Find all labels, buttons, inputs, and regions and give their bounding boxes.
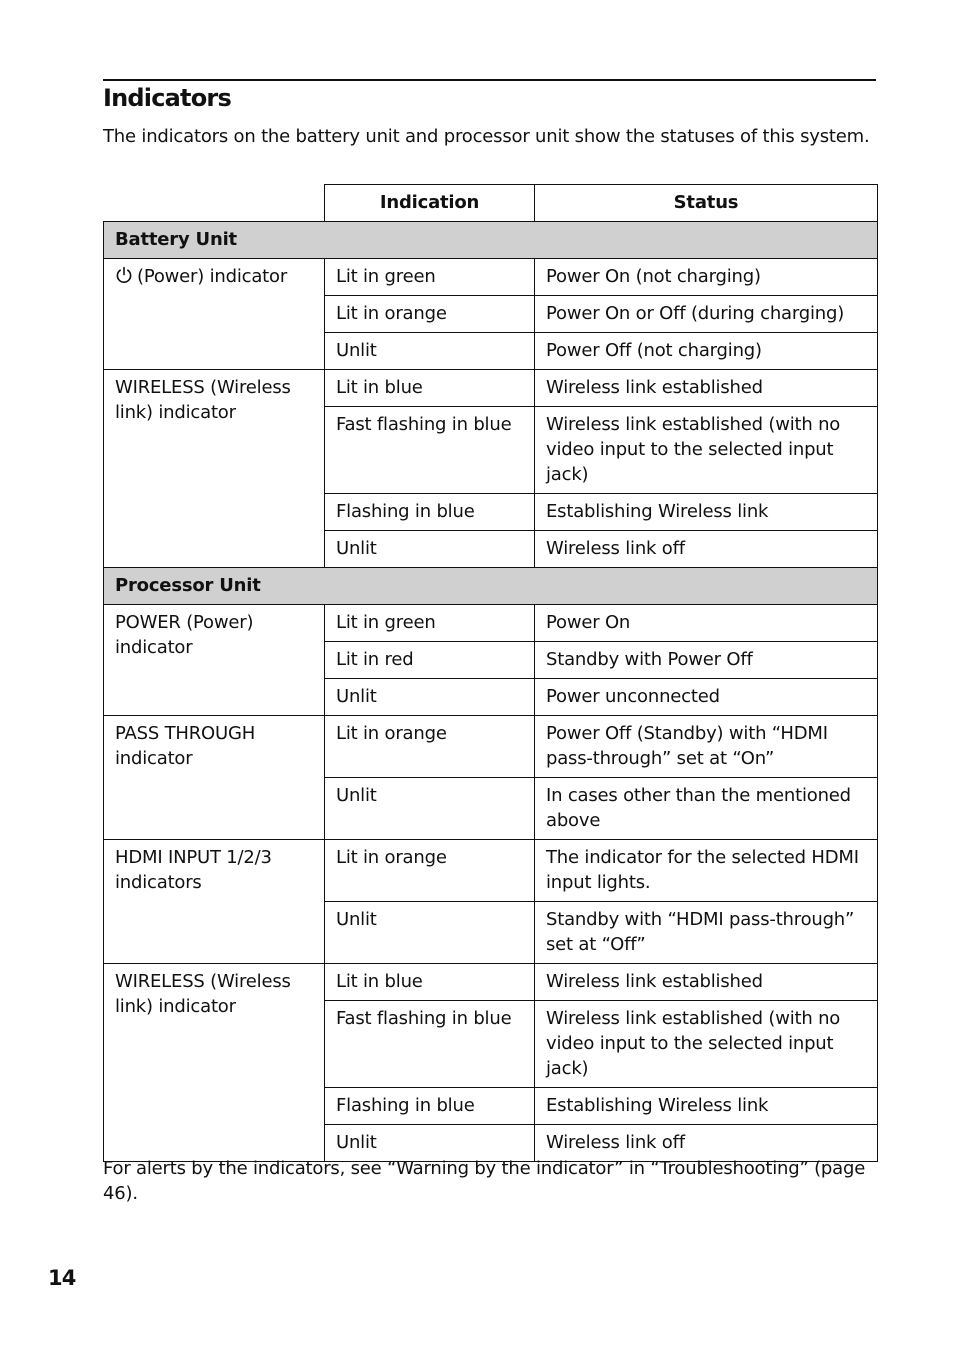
indicator-label-text: (Power) indicator <box>137 266 288 287</box>
table-row <box>104 605 878 642</box>
indicator-label-processor-wireless: WIRELESS (Wireless link) indicator <box>104 964 325 1162</box>
section-row-battery-unit <box>104 222 878 259</box>
status-cell: Establishing Wireless link <box>535 1088 878 1125</box>
status-cell: Wireless link established (with no video input to the selected input jack) <box>535 407 878 494</box>
indication-cell: Unlit <box>325 1125 535 1162</box>
status-cell: Wireless link off <box>535 1125 878 1162</box>
indication-cell: Fast flashing in blue <box>325 1001 535 1088</box>
status-cell: The indicator for the selected HDMI input lights. <box>535 840 878 902</box>
header-indication: Indication <box>325 185 535 222</box>
page-title: Indicators <box>103 84 231 112</box>
status-cell: Power Off (Standby) with “HDMI pass-through” set at “On” <box>535 716 878 778</box>
table-row <box>104 370 878 407</box>
indicator-label-battery-power <box>104 259 325 370</box>
indication-cell: Lit in orange <box>325 716 535 778</box>
indication-cell: Lit in orange <box>325 296 535 333</box>
indication-cell: Unlit <box>325 902 535 964</box>
indication-cell: Lit in blue <box>325 964 535 1001</box>
indication-cell: Lit in blue <box>325 370 535 407</box>
table-header-row <box>104 185 878 222</box>
indicators-table <box>103 184 878 1162</box>
indication-cell: Lit in orange <box>325 840 535 902</box>
indication-cell: Flashing in blue <box>325 494 535 531</box>
indication-cell: Lit in green <box>325 605 535 642</box>
intro-paragraph: The indicators on the battery unit and processor unit show the statuses of this system. <box>103 126 870 147</box>
indication-cell: Unlit <box>325 531 535 568</box>
indication-cell: Flashing in blue <box>325 1088 535 1125</box>
status-cell: Power On <box>535 605 878 642</box>
header-status: Status <box>535 185 878 222</box>
table-row <box>104 716 878 778</box>
section-label-battery-unit: Battery Unit <box>104 222 878 259</box>
indicator-label-hdmi-input: HDMI INPUT 1/2/3 indicators <box>104 840 325 964</box>
table-row <box>104 964 878 1001</box>
status-cell: Power unconnected <box>535 679 878 716</box>
status-cell: Power Off (not charging) <box>535 333 878 370</box>
table-row <box>104 259 878 296</box>
status-cell: Standby with “HDMI pass-through” set at “Off” <box>535 902 878 964</box>
footer-note: For alerts by the indicators, see “Warning by the indicator” in “Troubleshooting” (page 46). <box>103 1158 866 1204</box>
indication-cell: Unlit <box>325 679 535 716</box>
status-cell: In cases other than the mentioned above <box>535 778 878 840</box>
section-row-processor-unit <box>104 568 878 605</box>
power-icon <box>115 266 133 284</box>
indicator-label-pass-through: PASS THROUGH indicator <box>104 716 325 840</box>
indication-cell: Lit in red <box>325 642 535 679</box>
indicator-label-processor-power: POWER (Power) indicator <box>104 605 325 716</box>
status-cell: Wireless link off <box>535 531 878 568</box>
status-cell: Power On or Off (during charging) <box>535 296 878 333</box>
status-cell: Standby with Power Off <box>535 642 878 679</box>
status-cell: Wireless link established (with no video input to the selected input jack) <box>535 1001 878 1088</box>
indication-cell: Fast flashing in blue <box>325 407 535 494</box>
status-cell: Establishing Wireless link <box>535 494 878 531</box>
table-row <box>104 840 878 902</box>
page-number: 14 <box>48 1266 76 1290</box>
section-label-processor-unit: Processor Unit <box>104 568 878 605</box>
indication-cell: Unlit <box>325 333 535 370</box>
indicator-label-battery-wireless: WIRELESS (Wireless link) indicator <box>104 370 325 568</box>
status-cell: Wireless link established <box>535 370 878 407</box>
indication-cell: Unlit <box>325 778 535 840</box>
status-cell: Power On (not charging) <box>535 259 878 296</box>
header-blank-cell <box>104 185 325 222</box>
indication-cell: Lit in green <box>325 259 535 296</box>
status-cell: Wireless link established <box>535 964 878 1001</box>
